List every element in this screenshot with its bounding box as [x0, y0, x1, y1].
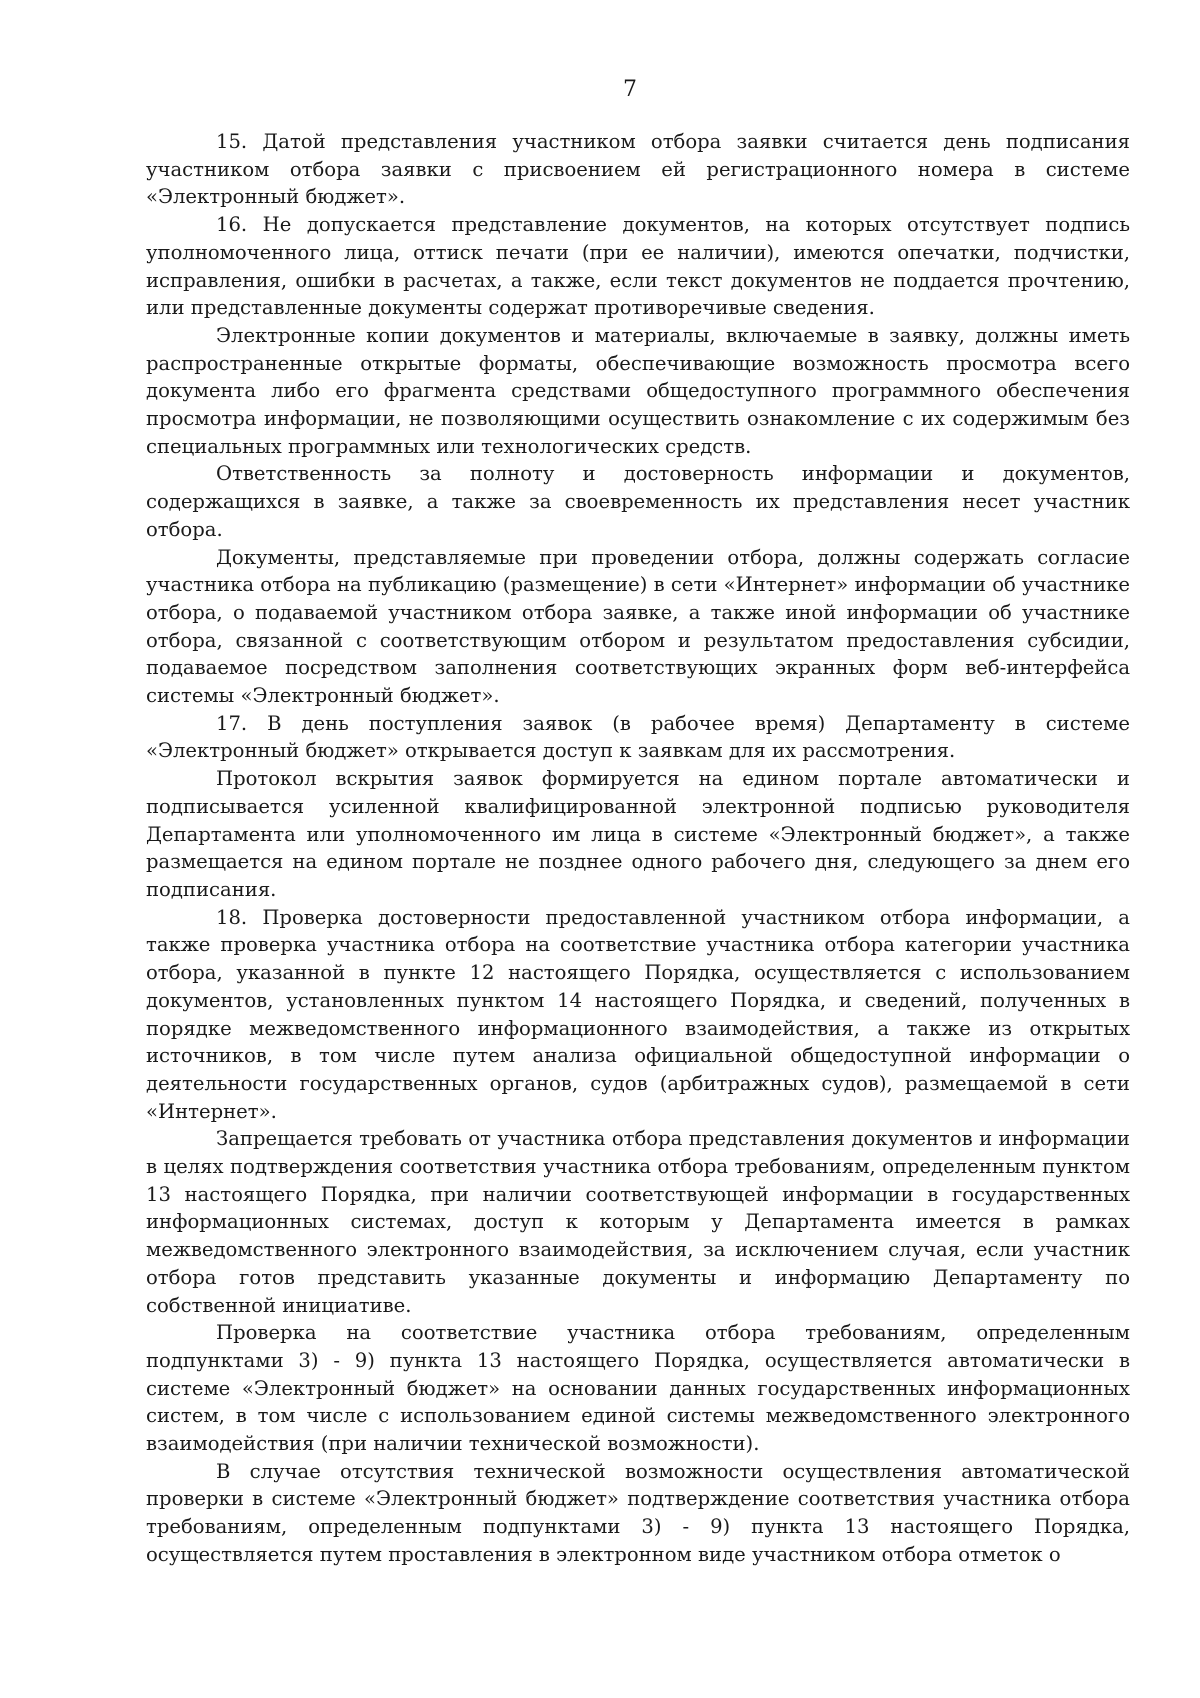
paragraph-electronic-copies: Электронные копии документов и материалы, включаемые в заявку, должны иметь распространенные открытые форматы, обеспечивающие возможность просмотра всего документа либо его фрагмента средствами общедоступного программного обеспечения просмотра информации, не позволяющими осуществить ознакомление с их содержимым без специальных программных или технологических средств.: [146, 323, 1130, 458]
paragraph-protocol: Протокол вскрытия заявок формируется на едином портале автоматически и подписывается усиленной квалифицированной электронной подписью руководителя Департамента или уполномоченного им лица в системе «Электронный бюджет», а также размещается на едином портале не позднее одного рабочего дня, следующего за днем его подписания.: [146, 767, 1130, 901]
paragraph-responsibility: Ответственность за полноту и достоверность информации и документов, содержащихся в заявке, а также за своевременность их представления несет участник отбора.: [146, 462, 1130, 541]
paragraph-15: 15. Датой представления участником отбора заявки считается день подписания участником отбора заявки с присвоением ей регистрационного номера в системе «Электронный бюджет».: [146, 130, 1130, 209]
document-body: [146, 128, 1130, 1569]
paragraph-manual-check: В случае отсутствия технической возможности осуществления автоматической проверки в системе «Электронный бюджет» подтверждение соответствия участника отбора требованиям, определенным подпунктами 3) - 9) пункта 13 настоящего Порядка, осуществляется путем проставления в электронном виде участником отбора отметок о: [146, 1459, 1130, 1566]
page-number: 7: [623, 77, 637, 102]
paragraph-automatic-check: Проверка на соответствие участника отбора требованиям, определенным подпунктами 3) - 9) пункта 13 настоящего Порядка, осуществляется автоматически в системе «Электронный бюджет» на основании данных государственных информационных систем, в том числе с использованием единой системы межведомственного электронного взаимодействия (при наличии технической возможности).: [146, 1321, 1130, 1456]
paragraph-18: 18. Проверка достоверности предоставленной участником отбора информации, а также проверка участника отбора на соответствие участника отбора категории участника отбора, указанной в пункте 12 настоящего Порядка, осуществляется с использованием документов, установленных пунктом 14 настоящего Порядка, и сведений, полученных в порядке межведомственного информационного взаимодействия, а также из открытых источников, в том числе путем анализа официальной общедоступной информации о деятельности государственных органов, судов (арбитражных судов), размещаемой в сети «Интернет».: [146, 905, 1130, 1123]
paragraph-consent: Документы, представляемые при проведении отбора, должны содержать согласие участника отбора на публикацию (размещение) в сети «Интернет» информации об участнике отбора, о подаваемой участником отбора заявке, а также иной информации об участнике отбора, связанной с соответствующим отбором и результатом предоставления субсидии, подаваемое посредством заполнения соответствующих экранных форм веб-интерфейса системы «Электронный бюджет».: [146, 545, 1130, 708]
paragraph-prohibition: Запрещается требовать от участника отбора представления документов и информации в целях подтверждения соответствия участника отбора требованиям, определенным пунктом 13 настоящего Порядка, при наличии соответствующей информации в государственных информационных системах, доступ к которым у Департамента имеется в рамках межведомственного электронного взаимодействия, за исключением случая, если участник отбора готов представить указанные документы и информацию Департаменту по собственной инициативе.: [146, 1127, 1130, 1317]
paragraph-17: 17. В день поступления заявок (в рабочее время) Департаменту в системе «Электронный бюджет» открывается доступ к заявкам для их рассмотрения.: [146, 711, 1130, 763]
paragraph-16: 16. Не допускается представление документов, на которых отсутствует подпись уполномоченного лица, оттиск печати (при ее наличии), имеются опечатки, подчистки, исправления, ошибки в расчетах, а также, если текст документов не поддается прочтению, или представленные документы содержат противоречивые сведения.: [146, 213, 1130, 320]
